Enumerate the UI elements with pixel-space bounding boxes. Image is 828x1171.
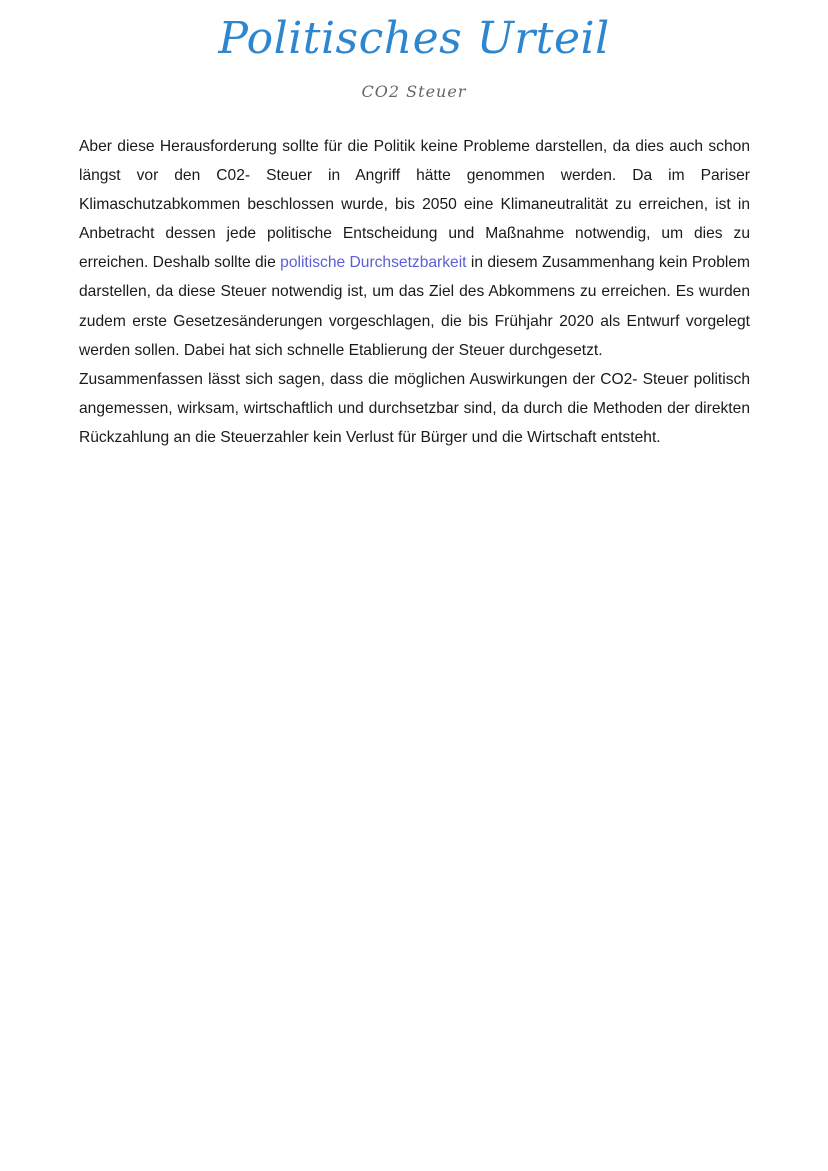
- paragraph-1-text-end: in diesem Zusammenhang kein Problem darstellen, da diese Steuer notwendig ist, um das Ziel des Abkommens zu erreichen. Es wurden zudem erste Gesetzesänderungen vorgeschlagen, die bis Frühjahr 2020 als Entwurf vorgelegt werden sollen. Dabei hat sich schnelle Etablierung der Steuer durchgesetzt.: [79, 254, 750, 359]
- page-subtitle: CO2 Steuer: [361, 82, 467, 101]
- document-body: [79, 132, 750, 452]
- paragraph-1: [79, 132, 750, 365]
- page-title: Politisches Urteil: [218, 13, 610, 64]
- paragraph-1-text-start: Aber diese Herausforderung sollte für die Politik keine Probleme darstellen, da dies auch schon längst vor den C02- Steuer in Angriff hätte genommen werden. Da im Pariser Klimaschutzabkommen beschlossen wurde, bis 2050 eine Klimaneutralität zu erreichen, ist in Anbetracht dessen jede politische Entscheidung und Maßnahme notwendig, um dies zu erreichen. Deshalb sollte die: [79, 138, 750, 272]
- highlighted-term: politische Durchsetzbarkeit: [280, 254, 467, 272]
- paragraph-2: Zusammenfassen lässt sich sagen, dass die möglichen Auswirkungen der CO2- Steuer politisch angemessen, wirksam, wirtschaftlich und durchsetzbar sind, da durch die Methoden der direkten Rückzahlung an die Steuerzahler kein Verlust für Bürger und die Wirtschaft entsteht.: [79, 370, 750, 446]
